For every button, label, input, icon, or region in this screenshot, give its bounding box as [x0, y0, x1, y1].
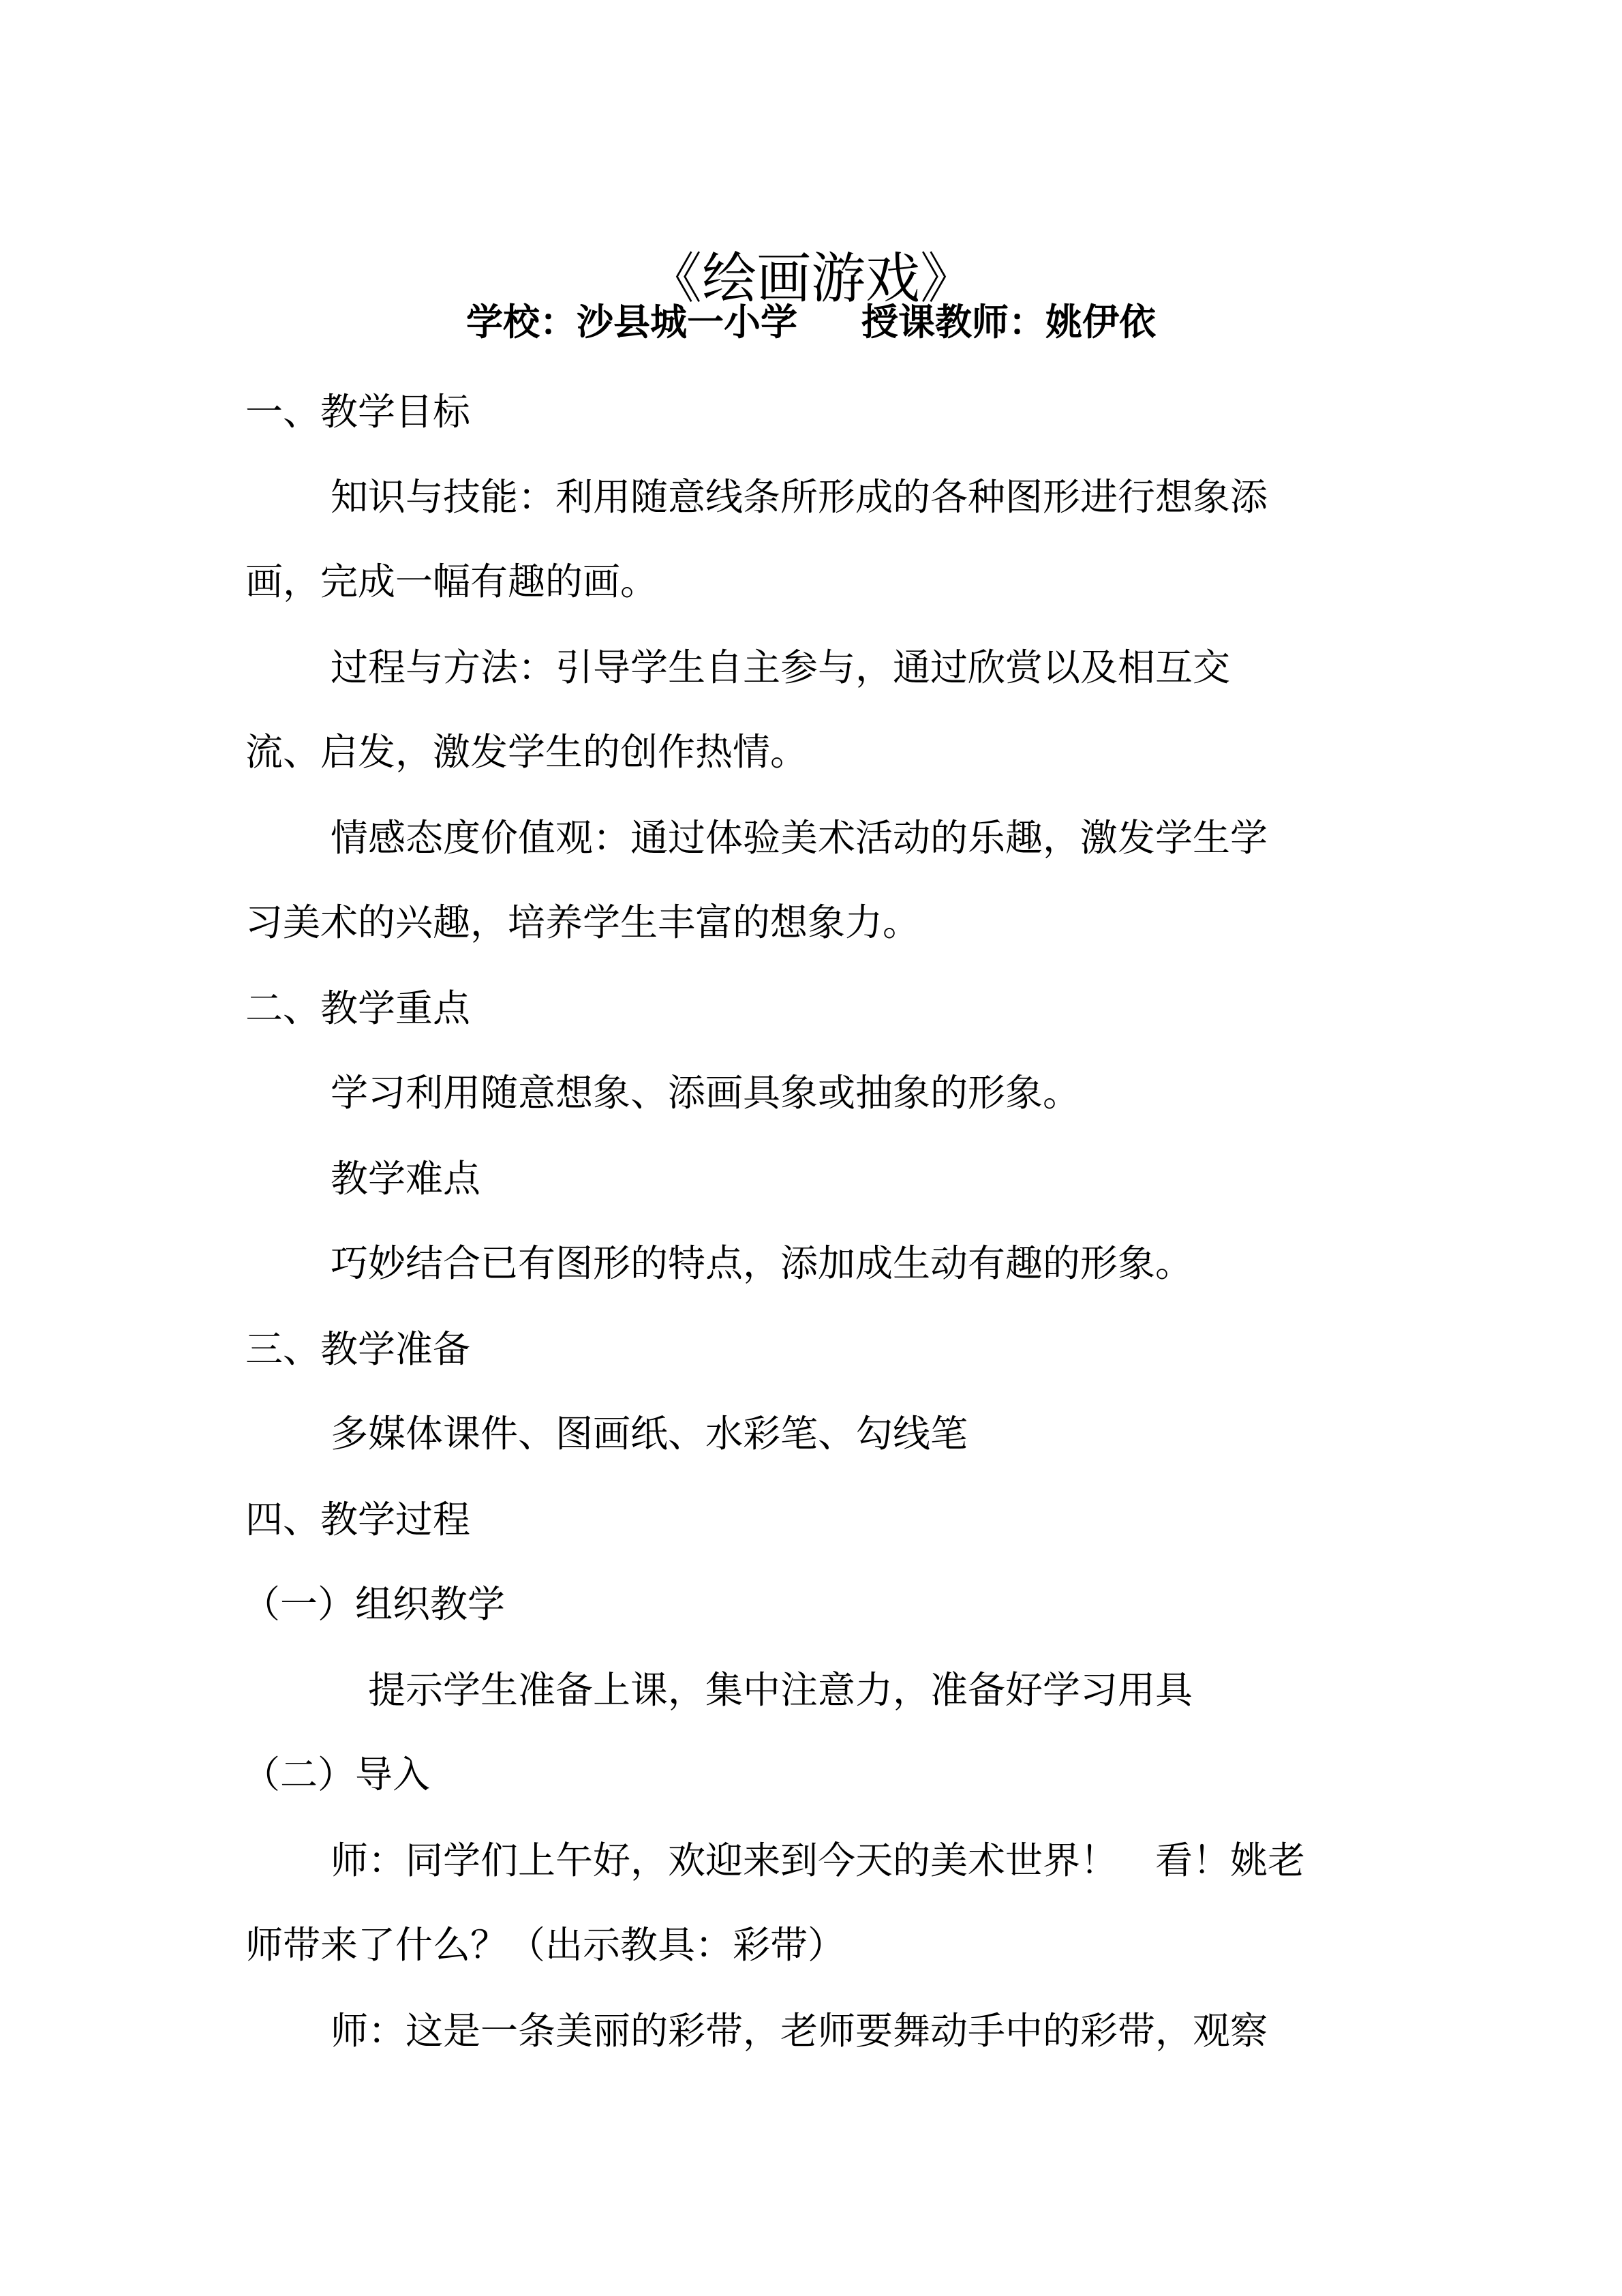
paragraph-line: 过程与方法：引导学生自主参与，通过欣赏以及相互交 — [331, 646, 1231, 689]
paragraph-line: 提示学生准备上课，集中注意力，准备好学习用具 — [368, 1668, 1193, 1712]
paragraph-line: 学习利用随意想象、添画具象或抽象的形象。 — [331, 1071, 1081, 1115]
paragraph-line: 师带来了什么？（出示教具：彩带） — [245, 1923, 846, 1967]
paragraph-line: 习美术的兴趣，培养学生丰富的想象力。 — [245, 901, 921, 944]
paragraph-line: 画，完成一幅有趣的画。 — [245, 560, 658, 603]
paragraph-line: 师：同学们上午好，欢迎来到今天的美术世界！ 看！姚老 — [331, 1839, 1306, 1882]
section-heading-preparation: 三、教学准备 — [245, 1327, 471, 1371]
paragraph-line: 多媒体课件、图画纸、水彩笔、勾线笔 — [331, 1412, 968, 1455]
paragraph-line: 情感态度价值观：通过体验美术活动的乐趣，激发学生学 — [331, 816, 1268, 860]
paragraph-line: 流、启发，激发学生的创作热情。 — [245, 730, 808, 774]
paragraph-line: 知识与技能：利用随意线条所形成的各种图形进行想象添 — [331, 475, 1268, 519]
section-heading-process: 四、教学过程 — [245, 1498, 471, 1541]
document-title: 《绘画游戏》 — [647, 246, 975, 310]
school-label: 学校：沙县城一小学 — [466, 300, 797, 344]
paragraph-line: 巧妙结合已有图形的特点，添加成生动有趣的形象。 — [331, 1241, 1193, 1285]
paragraph-line: 师：这是一条美丽的彩带，老师要舞动手中的彩带，观察 — [331, 2009, 1268, 2053]
teacher-label: 授课教师：姚伊依 — [861, 300, 1156, 344]
subheading-organize: （一）组织教学 — [243, 1582, 506, 1626]
document-subtitle — [0, 294, 1622, 349]
section-heading-key-points: 二、教学重点 — [245, 986, 471, 1030]
subheading-introduction: （二）导入 — [243, 1753, 431, 1796]
section-heading-objectives: 一、教学目标 — [245, 390, 471, 434]
subheading-difficulty: 教学难点 — [331, 1157, 481, 1200]
